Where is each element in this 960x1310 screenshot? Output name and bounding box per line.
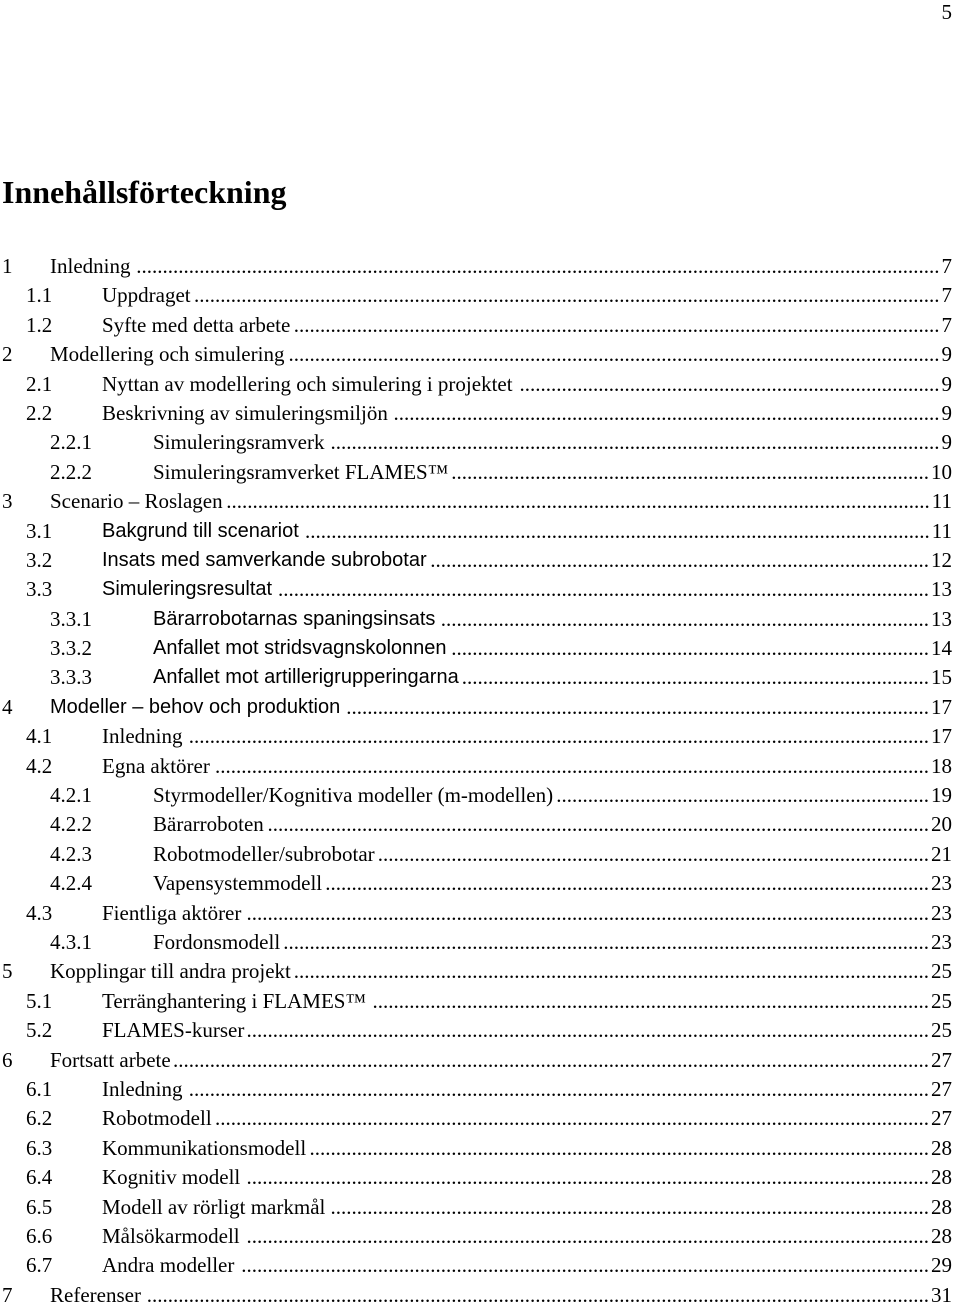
toc-entry-number: 4.2.3 bbox=[50, 841, 92, 866]
toc-entry-page: 28 bbox=[931, 1135, 952, 1160]
toc-entry-number: 3 bbox=[2, 489, 13, 514]
toc-entry-page: 25 bbox=[931, 959, 952, 984]
toc-leader bbox=[451, 458, 952, 487]
toc-entry-number: 6.2 bbox=[26, 1106, 53, 1131]
toc-entry-title: Inledning bbox=[102, 724, 183, 749]
toc-dot-leader: ............................................................................................................... bbox=[346, 694, 929, 719]
toc-entry-title: Anfallet mot stridsvagnskolonnen bbox=[153, 637, 447, 660]
toc-entry-number: 3.3.1 bbox=[50, 606, 92, 631]
toc-dot-leader: ............................................................................................. bbox=[440, 606, 929, 631]
toc-entry-number: 1.2 bbox=[26, 312, 53, 337]
toc-entry-title: Robotmodell bbox=[102, 1106, 212, 1131]
toc-entry-number: 2.2 bbox=[26, 400, 53, 425]
toc-dot-leader: ........................................................................................................................................ bbox=[215, 753, 929, 778]
toc-entry-page: 23 bbox=[931, 900, 952, 925]
toc-entry-number: 4.2.1 bbox=[50, 783, 92, 808]
toc-dot-leader: ............................................................................................... bbox=[430, 547, 929, 572]
toc-entry-page: 14 bbox=[931, 636, 952, 661]
toc-entry[interactable] bbox=[0, 663, 960, 692]
toc-dot-leader: ........................................................................................................................... bbox=[283, 929, 929, 954]
toc-dot-leader: ....................................................................... bbox=[556, 783, 929, 808]
toc-entry-title: Syfte med detta arbete bbox=[102, 312, 291, 337]
toc-entry[interactable] bbox=[0, 1046, 960, 1075]
toc-dot-leader: ..................................................................................................................................................... bbox=[146, 1282, 929, 1307]
toc-entry-number: 5 bbox=[2, 959, 13, 984]
toc-dot-leader: .............................................................................................................................................. bbox=[194, 283, 940, 308]
toc-entry[interactable] bbox=[0, 928, 960, 957]
toc-entry-number: 5.1 bbox=[26, 988, 53, 1013]
toc-entry-page: 17 bbox=[931, 694, 952, 719]
toc-leader bbox=[294, 957, 952, 986]
toc-entry-number: 6.3 bbox=[26, 1135, 53, 1160]
toc-entry-page: 28 bbox=[931, 1223, 952, 1248]
toc-entry-page: 27 bbox=[931, 1076, 952, 1101]
toc-leader bbox=[305, 517, 952, 546]
toc-entry[interactable] bbox=[0, 428, 960, 457]
toc-entry-title: Nyttan av modellering och simulering i projektet bbox=[102, 371, 513, 396]
toc-entry-number: 6.5 bbox=[26, 1194, 53, 1219]
toc-heading: Innehållsförteckning bbox=[2, 174, 287, 210]
toc-entry-title: Inledning bbox=[102, 1076, 183, 1101]
toc-entry[interactable] bbox=[0, 1134, 960, 1163]
toc-entry-number: 4.2 bbox=[26, 753, 53, 778]
toc-entry-number: 4.2.4 bbox=[50, 871, 92, 896]
toc-entry-page: 18 bbox=[931, 753, 952, 778]
toc-entry-number: 7 bbox=[2, 1282, 13, 1307]
toc-entry-number: 1 bbox=[2, 254, 13, 278]
toc-entry-number: 6.7 bbox=[26, 1253, 53, 1278]
toc-entry-title: Fientliga aktörer bbox=[102, 900, 242, 925]
toc-entry-title: Insats med samverkande subrobotar bbox=[102, 548, 427, 571]
toc-entry[interactable] bbox=[0, 987, 960, 1016]
toc-leader bbox=[189, 722, 952, 751]
toc-leader bbox=[247, 899, 953, 928]
toc-entry[interactable] bbox=[0, 1104, 960, 1133]
toc-entry[interactable] bbox=[0, 781, 960, 810]
toc-entry[interactable] bbox=[0, 1075, 960, 1104]
toc-entry-number: 4.3.1 bbox=[50, 929, 92, 954]
toc-leader bbox=[247, 1163, 953, 1192]
toc-entry-page: 12 bbox=[931, 547, 952, 572]
toc-entry[interactable] bbox=[0, 752, 960, 781]
toc-entry-page: 11 bbox=[931, 489, 952, 514]
toc-leader bbox=[378, 840, 952, 869]
toc-entry-number: 3.2 bbox=[26, 547, 53, 572]
toc-dot-leader: .............................................................................................................................. bbox=[267, 812, 929, 837]
toc-dot-leader: ........................................................................................................ bbox=[393, 400, 940, 425]
toc-entry[interactable] bbox=[0, 869, 960, 898]
toc-entry-title: Modeller – behov och produktion bbox=[50, 695, 341, 718]
toc-entry-title: Simuleringsramverket FLAMES™ bbox=[153, 459, 449, 484]
toc-dot-leader: ................................................................................................................................... bbox=[241, 1253, 929, 1278]
toc-leader bbox=[462, 663, 952, 692]
toc-entry-page: 13 bbox=[931, 577, 952, 602]
toc-leader bbox=[278, 575, 952, 604]
toc-leader bbox=[394, 399, 953, 428]
toc-entry-page: 7 bbox=[941, 312, 952, 337]
toc-list bbox=[0, 252, 960, 1310]
toc-leader bbox=[331, 428, 953, 457]
toc-dot-leader: ......................................................................................... bbox=[461, 665, 929, 690]
toc-entry[interactable] bbox=[0, 517, 960, 546]
toc-entry-number: 1.1 bbox=[26, 283, 53, 308]
toc-entry-page: 11 bbox=[931, 518, 952, 543]
toc-entry-title: Robotmodeller/subrobotar bbox=[153, 841, 375, 866]
toc-dot-leader: ............................................................................................................................ bbox=[278, 577, 929, 602]
toc-entry-page: 9 bbox=[941, 430, 952, 455]
toc-dot-leader: ...................................................................................................................... bbox=[309, 1135, 929, 1160]
toc-leader bbox=[241, 1251, 952, 1280]
toc-leader bbox=[430, 546, 952, 575]
toc-leader bbox=[136, 252, 952, 281]
toc-entry[interactable] bbox=[0, 899, 960, 928]
toc-dot-leader: ......................................................................................................................................................... bbox=[136, 254, 940, 278]
toc-entry-page: 9 bbox=[941, 371, 952, 396]
toc-leader bbox=[194, 281, 952, 310]
toc-dot-leader: .................................................................................................................................. bbox=[246, 1165, 929, 1190]
toc-leader bbox=[325, 869, 952, 898]
toc-entry-page: 21 bbox=[931, 841, 952, 866]
toc-entry-title: Kopplingar till andra projekt bbox=[50, 959, 291, 984]
toc-entry-title: Uppdraget bbox=[102, 283, 191, 308]
toc-leader bbox=[346, 693, 952, 722]
toc-entry[interactable] bbox=[0, 1281, 960, 1310]
toc-dot-leader: ................................................................................ bbox=[519, 371, 940, 396]
toc-entry[interactable] bbox=[0, 458, 960, 487]
toc-entry-page: 9 bbox=[941, 400, 952, 425]
toc-leader bbox=[373, 987, 953, 1016]
toc-entry[interactable] bbox=[0, 252, 960, 281]
toc-entry-page: 15 bbox=[931, 665, 952, 690]
toc-entry[interactable] bbox=[0, 1163, 960, 1192]
toc-leader bbox=[268, 810, 953, 839]
toc-entry-page: 27 bbox=[931, 1047, 952, 1072]
toc-entry-number: 4.3 bbox=[26, 900, 53, 925]
toc-dot-leader: .......................................................................................................... bbox=[372, 988, 929, 1013]
toc-entry-page: 28 bbox=[931, 1165, 952, 1190]
toc-entry[interactable] bbox=[0, 311, 960, 340]
toc-entry-page: 29 bbox=[931, 1253, 952, 1278]
toc-dot-leader: ......................................................................................................... bbox=[377, 841, 929, 866]
toc-leader bbox=[331, 1193, 953, 1222]
toc-entry[interactable] bbox=[0, 340, 960, 369]
toc-entry-number: 4.2.2 bbox=[50, 812, 92, 837]
toc-entry-number: 4.1 bbox=[26, 724, 53, 749]
toc-dot-leader: ........................................................................................... bbox=[451, 459, 929, 484]
toc-entry[interactable] bbox=[0, 281, 960, 310]
toc-leader bbox=[173, 1046, 952, 1075]
toc-entry-number: 2.1 bbox=[26, 371, 53, 396]
toc-leader bbox=[451, 634, 952, 663]
toc-entry-page: 25 bbox=[931, 988, 952, 1013]
toc-entry-number: 6.1 bbox=[26, 1076, 53, 1101]
toc-dot-leader: ...................................................................................................................................... bbox=[226, 489, 930, 514]
toc-dot-leader: ........................................................................................... bbox=[451, 636, 929, 661]
toc-leader bbox=[289, 340, 953, 369]
toc-entry-page: 19 bbox=[931, 783, 952, 808]
toc-leader bbox=[520, 370, 953, 399]
toc-leader bbox=[215, 1104, 952, 1133]
toc-entry-page: 7 bbox=[941, 254, 952, 278]
toc-entry-title: Fordonsmodell bbox=[153, 929, 281, 954]
toc-entry[interactable] bbox=[0, 810, 960, 839]
toc-entry[interactable] bbox=[0, 399, 960, 428]
toc-leader bbox=[283, 928, 952, 957]
toc-entry[interactable] bbox=[0, 1222, 960, 1251]
toc-entry-title: Bärarrobotarnas spaningsinsats bbox=[153, 607, 436, 630]
toc-entry[interactable] bbox=[0, 575, 960, 604]
toc-entry-title: Vapensystemmodell bbox=[153, 871, 323, 896]
toc-entry-title: Modellering och simulering bbox=[50, 342, 285, 367]
toc-dot-leader: .................................................................................................................................. bbox=[246, 1018, 929, 1043]
toc-entry-title: Styrmodeller/Kognitiva modeller (m-modellen) bbox=[153, 783, 554, 808]
toc-entry-title: Scenario – Roslagen bbox=[50, 489, 223, 514]
toc-entry-page: 25 bbox=[931, 1018, 952, 1043]
toc-entry-title: Anfallet mot artillerigrupperingarna bbox=[153, 666, 459, 689]
toc-entry-title: Bärarroboten bbox=[153, 812, 264, 837]
toc-dot-leader: .................................................................................................................................. bbox=[246, 1223, 929, 1248]
toc-entry-title: Referenser bbox=[50, 1282, 141, 1307]
toc-entry-title: Beskrivning av simuleringsmiljön bbox=[102, 400, 388, 425]
toc-entry-number: 3.3 bbox=[26, 577, 53, 602]
toc-entry-number: 2.2.2 bbox=[50, 459, 92, 484]
toc-entry-page: 23 bbox=[931, 871, 952, 896]
toc-dot-leader: ............................................................................................................................................. bbox=[188, 724, 929, 749]
toc-entry-page: 9 bbox=[941, 342, 952, 367]
toc-entry[interactable] bbox=[0, 1251, 960, 1280]
toc-entry-page: 13 bbox=[931, 606, 952, 631]
toc-entry-title: Modell av rörligt markmål bbox=[102, 1194, 326, 1219]
toc-leader bbox=[215, 752, 952, 781]
toc-entry-page: 20 bbox=[931, 812, 952, 837]
toc-leader bbox=[556, 781, 952, 810]
toc-entry[interactable] bbox=[0, 370, 960, 399]
toc-dot-leader: ......................................................................................................................... bbox=[293, 959, 929, 984]
toc-entry-title: Fortsatt arbete bbox=[50, 1047, 171, 1072]
toc-entry[interactable] bbox=[0, 605, 960, 634]
toc-entry[interactable] bbox=[0, 722, 960, 751]
toc-dot-leader: .................................................................................................................... bbox=[330, 430, 940, 455]
toc-dot-leader: ....................................................................................................................... bbox=[305, 518, 930, 543]
toc-entry-title: Terränghantering i FLAMES™ bbox=[102, 988, 367, 1013]
toc-entry-title: Målsökarmodell bbox=[102, 1223, 240, 1248]
toc-entry-number: 2 bbox=[2, 342, 13, 367]
toc-dot-leader: ............................................................................................................................................. bbox=[188, 1076, 929, 1101]
toc-entry-number: 6 bbox=[2, 1047, 13, 1072]
toc-dot-leader: ........................................................................................................................................ bbox=[215, 1106, 929, 1131]
toc-leader bbox=[147, 1281, 952, 1310]
toc-entry-number: 2.2.1 bbox=[50, 430, 92, 455]
toc-entry[interactable] bbox=[0, 957, 960, 986]
toc-entry-page: 28 bbox=[931, 1194, 952, 1219]
toc-entry-title: Egna aktörer bbox=[102, 753, 210, 778]
toc-entry[interactable] bbox=[0, 840, 960, 869]
toc-dot-leader: .................................................................................................................. bbox=[330, 1194, 929, 1219]
toc-entry[interactable] bbox=[0, 693, 960, 722]
toc-entry-page: 23 bbox=[931, 929, 952, 954]
toc-dot-leader: ................................................................................................................... bbox=[325, 871, 929, 896]
toc-entry[interactable] bbox=[0, 487, 960, 516]
toc-dot-leader: ........................................................................................................................... bbox=[293, 312, 940, 337]
toc-entry-page: 27 bbox=[931, 1106, 952, 1131]
toc-leader bbox=[226, 487, 952, 516]
toc-leader bbox=[310, 1134, 953, 1163]
toc-entry[interactable] bbox=[0, 546, 960, 575]
toc-entry-page: 17 bbox=[931, 724, 952, 749]
toc-entry-number: 4 bbox=[2, 694, 13, 719]
toc-entry-title: Andra modeller bbox=[102, 1253, 235, 1278]
toc-dot-leader: ............................................................................................................................ bbox=[288, 342, 940, 367]
toc-dot-leader: .................................................................................................................................. bbox=[246, 900, 929, 925]
toc-entry-title: Simuleringsramverk bbox=[153, 430, 325, 455]
toc-leader bbox=[189, 1075, 952, 1104]
page-number: 5 bbox=[941, 0, 952, 24]
toc-entry[interactable] bbox=[0, 1193, 960, 1222]
toc-entry-title: Inledning bbox=[50, 254, 131, 278]
toc-entry-title: Kommunikationsmodell bbox=[102, 1135, 307, 1160]
toc-entry-title: Kognitiv modell bbox=[102, 1165, 241, 1190]
toc-entry-number: 6.6 bbox=[26, 1223, 53, 1248]
toc-leader bbox=[247, 1016, 953, 1045]
toc-entry-number: 3.3.3 bbox=[50, 665, 92, 690]
toc-entry[interactable] bbox=[0, 1016, 960, 1045]
toc-leader bbox=[247, 1222, 953, 1251]
toc-entry-number: 5.2 bbox=[26, 1018, 53, 1043]
toc-entry-title: FLAMES-kurser bbox=[102, 1018, 245, 1043]
toc-entry[interactable] bbox=[0, 634, 960, 663]
toc-entry-number: 3.1 bbox=[26, 518, 53, 543]
toc-entry-number: 3.3.2 bbox=[50, 636, 92, 661]
toc-dot-leader: ................................................................................................................................................ bbox=[173, 1047, 929, 1072]
toc-leader bbox=[441, 605, 952, 634]
toc-entry-number: 6.4 bbox=[26, 1165, 53, 1190]
toc-entry-page: 31 bbox=[931, 1282, 952, 1307]
toc-entry-title: Bakgrund till scenariot bbox=[102, 519, 299, 542]
toc-leader bbox=[294, 311, 952, 340]
toc-entry-page: 10 bbox=[931, 459, 952, 484]
toc-entry-page: 7 bbox=[941, 283, 952, 308]
toc-entry-title: Simuleringsresultat bbox=[102, 578, 273, 601]
